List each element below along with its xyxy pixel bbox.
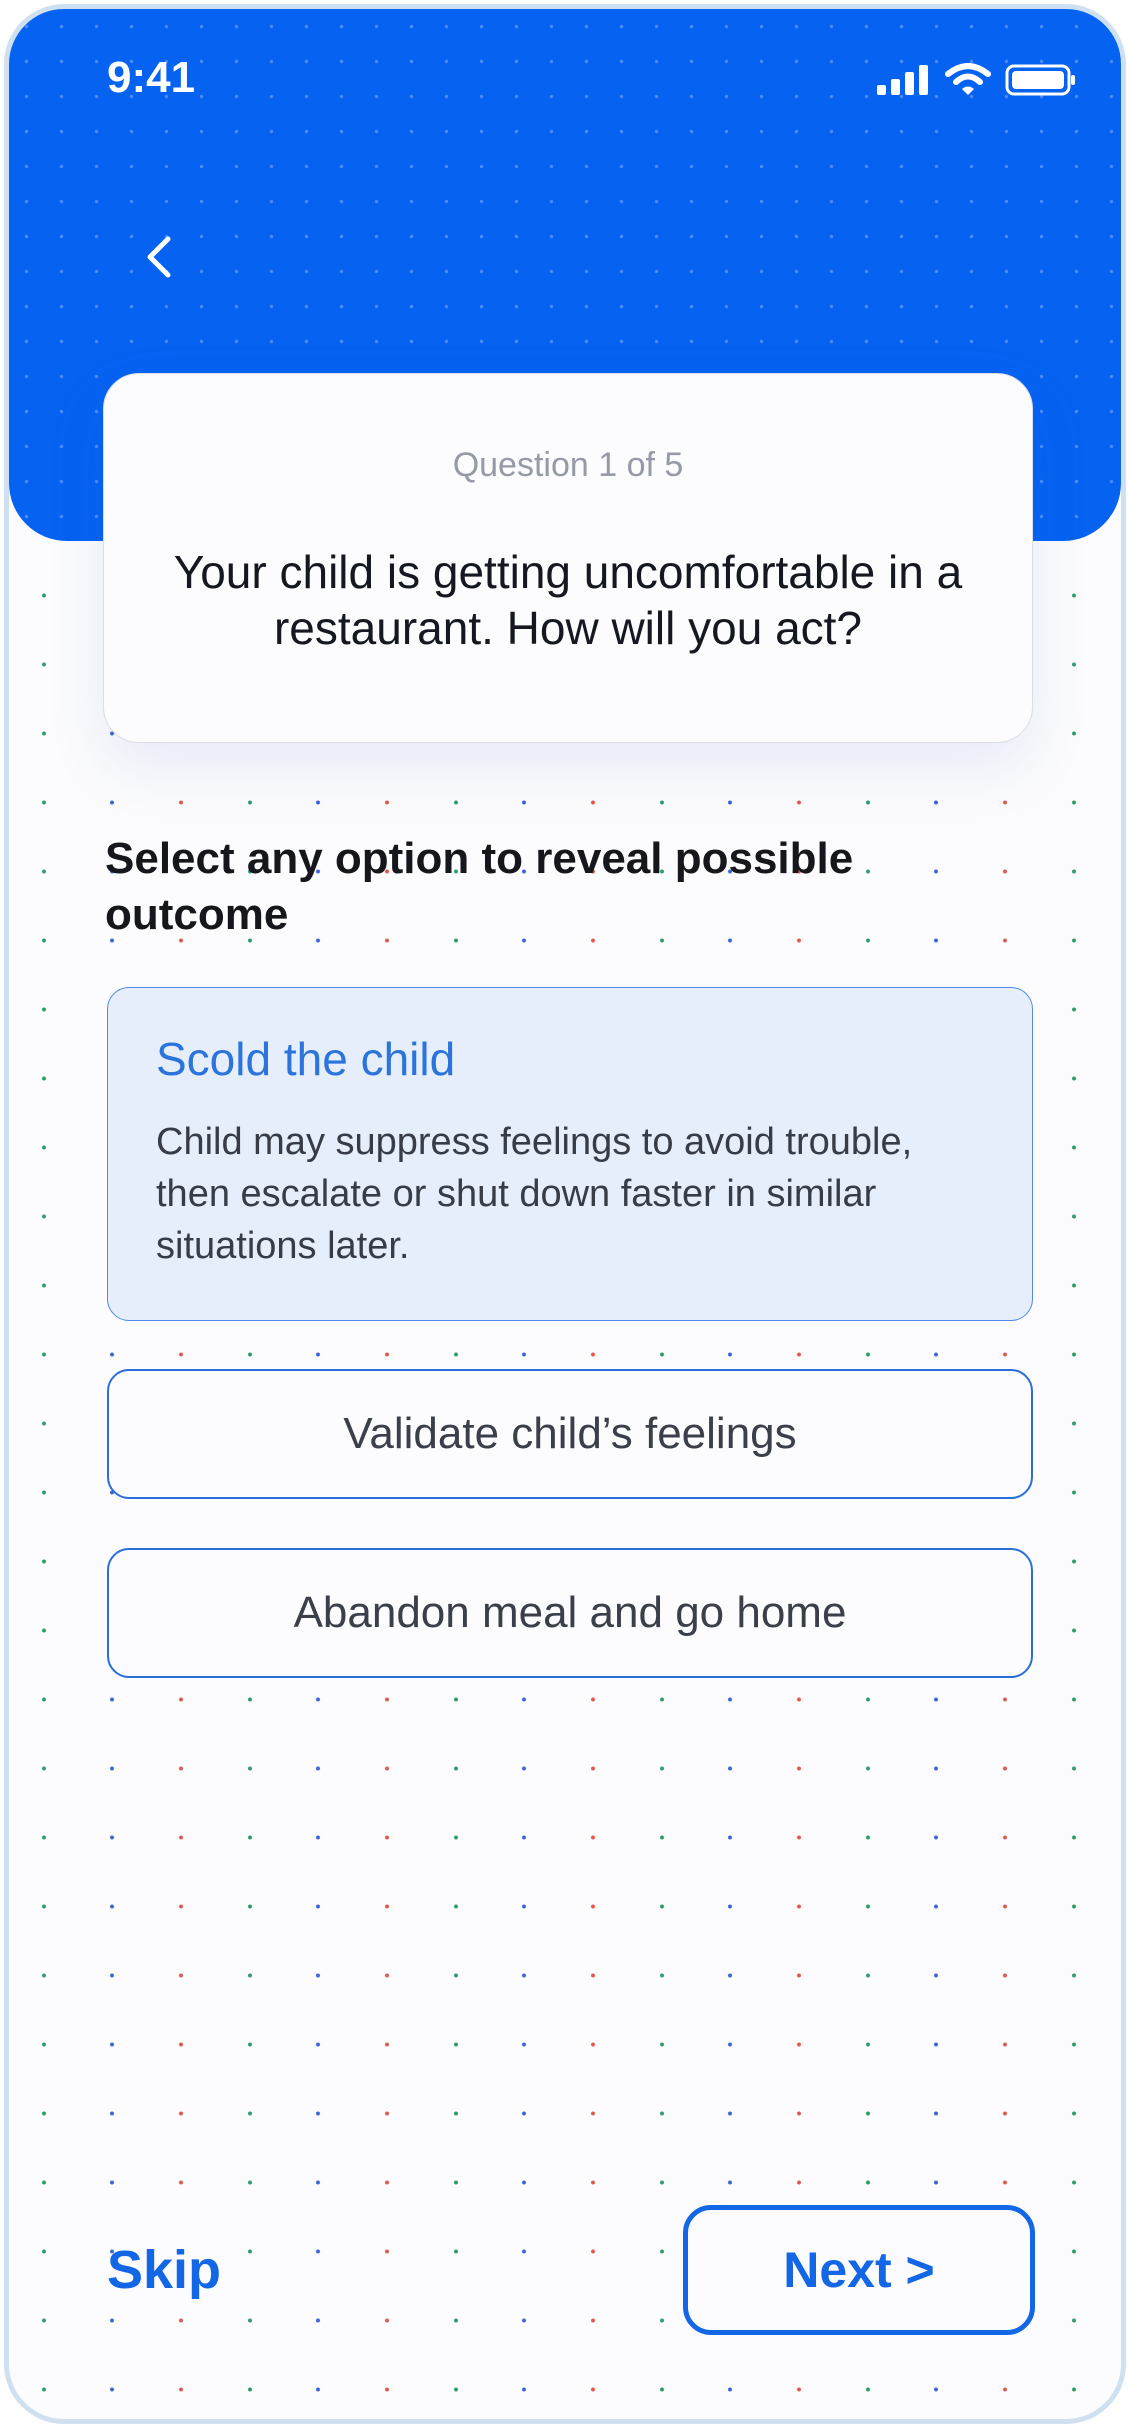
question-counter: Question 1 of 5 <box>452 446 684 484</box>
chevron-left-icon <box>144 235 174 279</box>
option-scold-child[interactable] <box>107 987 1033 1321</box>
question-text: Your child is getting uncomfortable in a restaurant. How will you act? <box>173 546 963 654</box>
back-button[interactable] <box>129 227 189 287</box>
option-abandon-meal[interactable]: Abandon meal and go home <box>107 1548 1033 1678</box>
option-validate-feelings[interactable]: Validate child’s feelings <box>107 1369 1033 1499</box>
instruction-prompt: Select any option to reveal possible outcome <box>105 834 854 939</box>
skip-button[interactable]: Skip <box>107 2240 222 2300</box>
cellular-signal-icon <box>877 65 931 95</box>
wifi-icon <box>945 63 991 97</box>
question-card <box>103 373 1033 743</box>
battery-icon <box>1005 63 1077 97</box>
option-label: Scold the child <box>156 1033 456 1085</box>
status-time: 9:41 <box>107 53 196 102</box>
status-icons <box>877 63 1077 97</box>
option-outcome: Child may suppress feelings to avoid trouble, then escalate or shut down faster in similar situations later. <box>156 1121 913 1267</box>
next-button[interactable]: Next > <box>683 2205 1035 2335</box>
phone-frame <box>4 4 1126 2424</box>
